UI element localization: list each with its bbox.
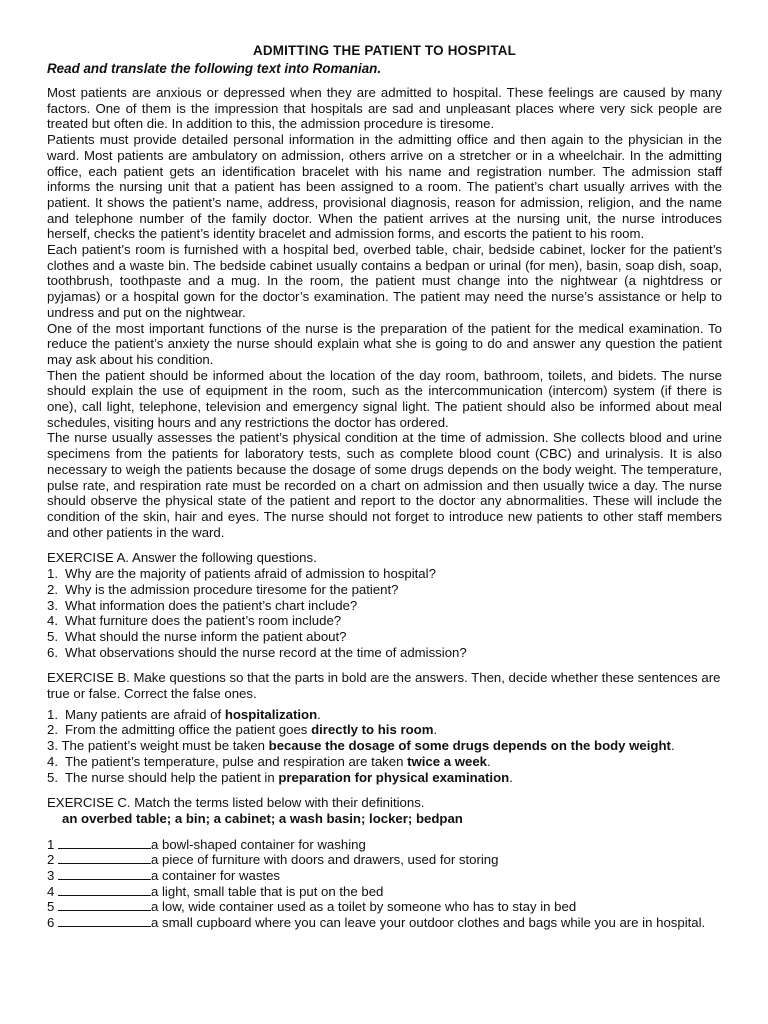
statement-post: . [487,753,491,769]
exercise-c-definitions [47,837,722,931]
definition-line [47,868,722,884]
document-subtitle: Read and translate the following text into Romanian. [47,61,382,76]
reading-text [47,85,722,540]
paragraph-5: Then the patient should be informed about the location of the day room, bathroom, toilets, and bidets. The nurse should explain the use of equipment in the room, such as the intercommunication (intercom) system (if there is one), call light, telephone, television and emergency signal light. The patient should also be informed about meal schedules, visiting hours and any restrictions the doctor has ordered. [47,367,722,430]
statement-post: . [317,706,321,722]
definition-number: 5 [47,899,55,915]
question-number: 4. [47,613,58,629]
definition-line [47,899,722,915]
definition-number: 2 [47,852,55,868]
paragraph-1: Most patients are anxious or depressed when they are admitted to hospital. These feelings are caused by many factors. One of them is the impression that hospitals are sad and unpleasant places where very sick people are treated but often die. In addition to this, the admission procedure is tiresome. [47,85,722,132]
statement-item [47,770,722,786]
statement-pre: The patient’s weight must be taken [61,738,269,754]
statement-number: 3. [47,738,58,754]
question-number: 2. [47,581,58,597]
paragraph-6: The nurse usually assesses the patient’s physical condition at the time of admission. She collects blood and urine specimens from the patients for laboratory tests, such as complete blood count (CBC) and urinalysis. It is also necessary to weigh the patients because the dosage of some drugs depends on the body weight. The temperature, pulse rate, and respiration rate must be recorded on a chart on admission and then usually twice a day. The nurse should observe the physical state of the patient and report to the doctor any abnormalities. These will include the condition of the skin, hair and eyes. The nurse should not forget to introduce new patients to other staff members and other patients in the ward. [47,430,722,540]
statement-post: . [670,738,675,754]
question-text: What furniture does the patient’s room include? [65,613,342,629]
definition-line [47,915,722,931]
statement-post: . [433,722,438,738]
answer-blank[interactable] [58,899,151,911]
exercise-a-questions [47,566,722,660]
statement-item [47,707,722,723]
definition-line [47,884,722,900]
question-number: 1. [47,566,58,582]
statement-number: 4. [47,753,58,769]
definition-number: 6 [47,915,55,931]
question-item [47,566,722,582]
question-item [47,629,722,645]
question-number: 6. [47,644,58,660]
statement-text [65,770,513,786]
definition-line [47,852,722,868]
statement-bold: preparation for physical examination [278,769,510,785]
answer-blank[interactable] [58,868,151,880]
statement-bold: hospitalization [224,706,318,722]
statement-pre: From the admitting office the patient goes [65,722,312,738]
statement-item [47,722,722,738]
statement-pre: Many patients are afraid of [65,706,225,722]
statement-pre: The patient’s temperature, pulse and respiration are taken [65,753,408,769]
paragraph-4: One of the most important functions of the nurse is the preparation of the patient for the medical examination. To reduce the patient’s anxiety the nurse should explain what she is going to do and answer any question the patient may ask about his condition. [47,320,722,367]
document-title: ADMITTING THE PATIENT TO HOSPITAL [253,43,516,58]
statement-text [65,754,491,770]
statement-bold: directly to his room [311,722,434,738]
exercise-c [47,795,722,931]
statement-number: 2. [47,722,58,738]
exercise-a [47,550,722,660]
statement-text [65,722,437,738]
exercise-a-heading: EXERCISE A. Answer the following questions. [47,550,317,566]
answer-blank[interactable] [58,884,151,896]
answer-blank[interactable] [58,852,151,864]
question-text: What should the nurse inform the patient about? [65,628,347,644]
answer-blank[interactable] [58,837,151,849]
definition-text: a container for wastes [151,868,281,884]
definition-text: a piece of furniture with doors and drawers, used for storing [151,852,499,868]
definition-number: 3 [47,868,55,884]
definition-text: a light, small table that is put on the bed [151,883,384,899]
paragraph-2: Patients must provide detailed personal information in the admitting office and then again to the physician in the ward. Most patients are ambulatory on admission, others arrive on a stretcher or in a wheelchair. In the admitting office, each patient gets an identification bracelet with his name and registration number. The admission staff informs the nursing unit that a patient has been assigned to a room. The patient’s chart usually arrives with the patient. It shows the patient’s name, address, provisional diagnosis, reason for admission, religion, and the name and telephone number of the family doctor. When the patient arrives at the nursing unit, the nurse introduces herself, checks the patient’s identity bracelet and admission forms, and escorts the patient to his room. [47,132,722,242]
statement-number: 5. [47,769,58,785]
statement-item [47,738,722,754]
statement-item [47,754,722,770]
exercise-b-heading: EXERCISE B. Make questions so that the parts in bold are the answers. Then, decide whether these sentences are true or false. Correct the false ones. [47,670,721,702]
question-number: 5. [47,628,58,644]
statement-bold: twice a week [407,753,488,769]
question-text: Why is the admission procedure tiresome for the patient? [65,581,399,597]
definition-number: 4 [47,883,55,899]
question-item [47,582,722,598]
paragraph-3: Each patient’s room is furnished with a hospital bed, overbed table, chair, bedside cabinet, locker for the patient’s clothes and a waste bin. The bedside cabinet usually contains a bedpan or urinal (for men), basin, soap dish, soap, toothbrush, toothpaste and a mug. In the room, the patient must change into the nightwear (a nightdress or pyjamas) or a hospital gown for the doctor’s examination. The patient may need the nurse’s assistance or help to undress and put on the nightwear. [47,242,722,320]
statement-number: 1. [47,706,58,722]
definition-line [47,837,722,853]
exercise-b-items [47,707,722,786]
statement-text [47,738,675,753]
statement-post: . [509,769,513,785]
question-text: What observations should the nurse record at the time of admission? [65,644,467,660]
question-text: What information does the patient’s chart include? [65,597,358,613]
exercise-c-terms: an overbed table; a bin; a cabinet; a wash basin; locker; bedpan [62,810,463,826]
definition-number: 1 [47,836,55,852]
exercise-b [47,670,722,785]
exercise-c-heading: EXERCISE C. Match the terms listed below with their definitions. [47,795,425,811]
question-item [47,598,722,614]
question-item [47,645,722,661]
answer-blank[interactable] [58,915,151,927]
question-number: 3. [47,597,58,613]
statement-text [65,707,321,723]
definition-text: a low, wide container used as a toilet by someone who has to stay in bed [151,899,577,915]
definition-text: a bowl-shaped container for washing [151,836,366,852]
statement-pre: The nurse should help the patient in [65,769,279,785]
question-item [47,613,722,629]
definition-text: a small cupboard where you can leave your outdoor clothes and bags while you are in hospital. [151,915,706,931]
statement-bold: because the dosage of some drugs depends on the body weight [268,738,671,754]
question-text: Why are the majority of patients afraid of admission to hospital? [65,566,436,582]
